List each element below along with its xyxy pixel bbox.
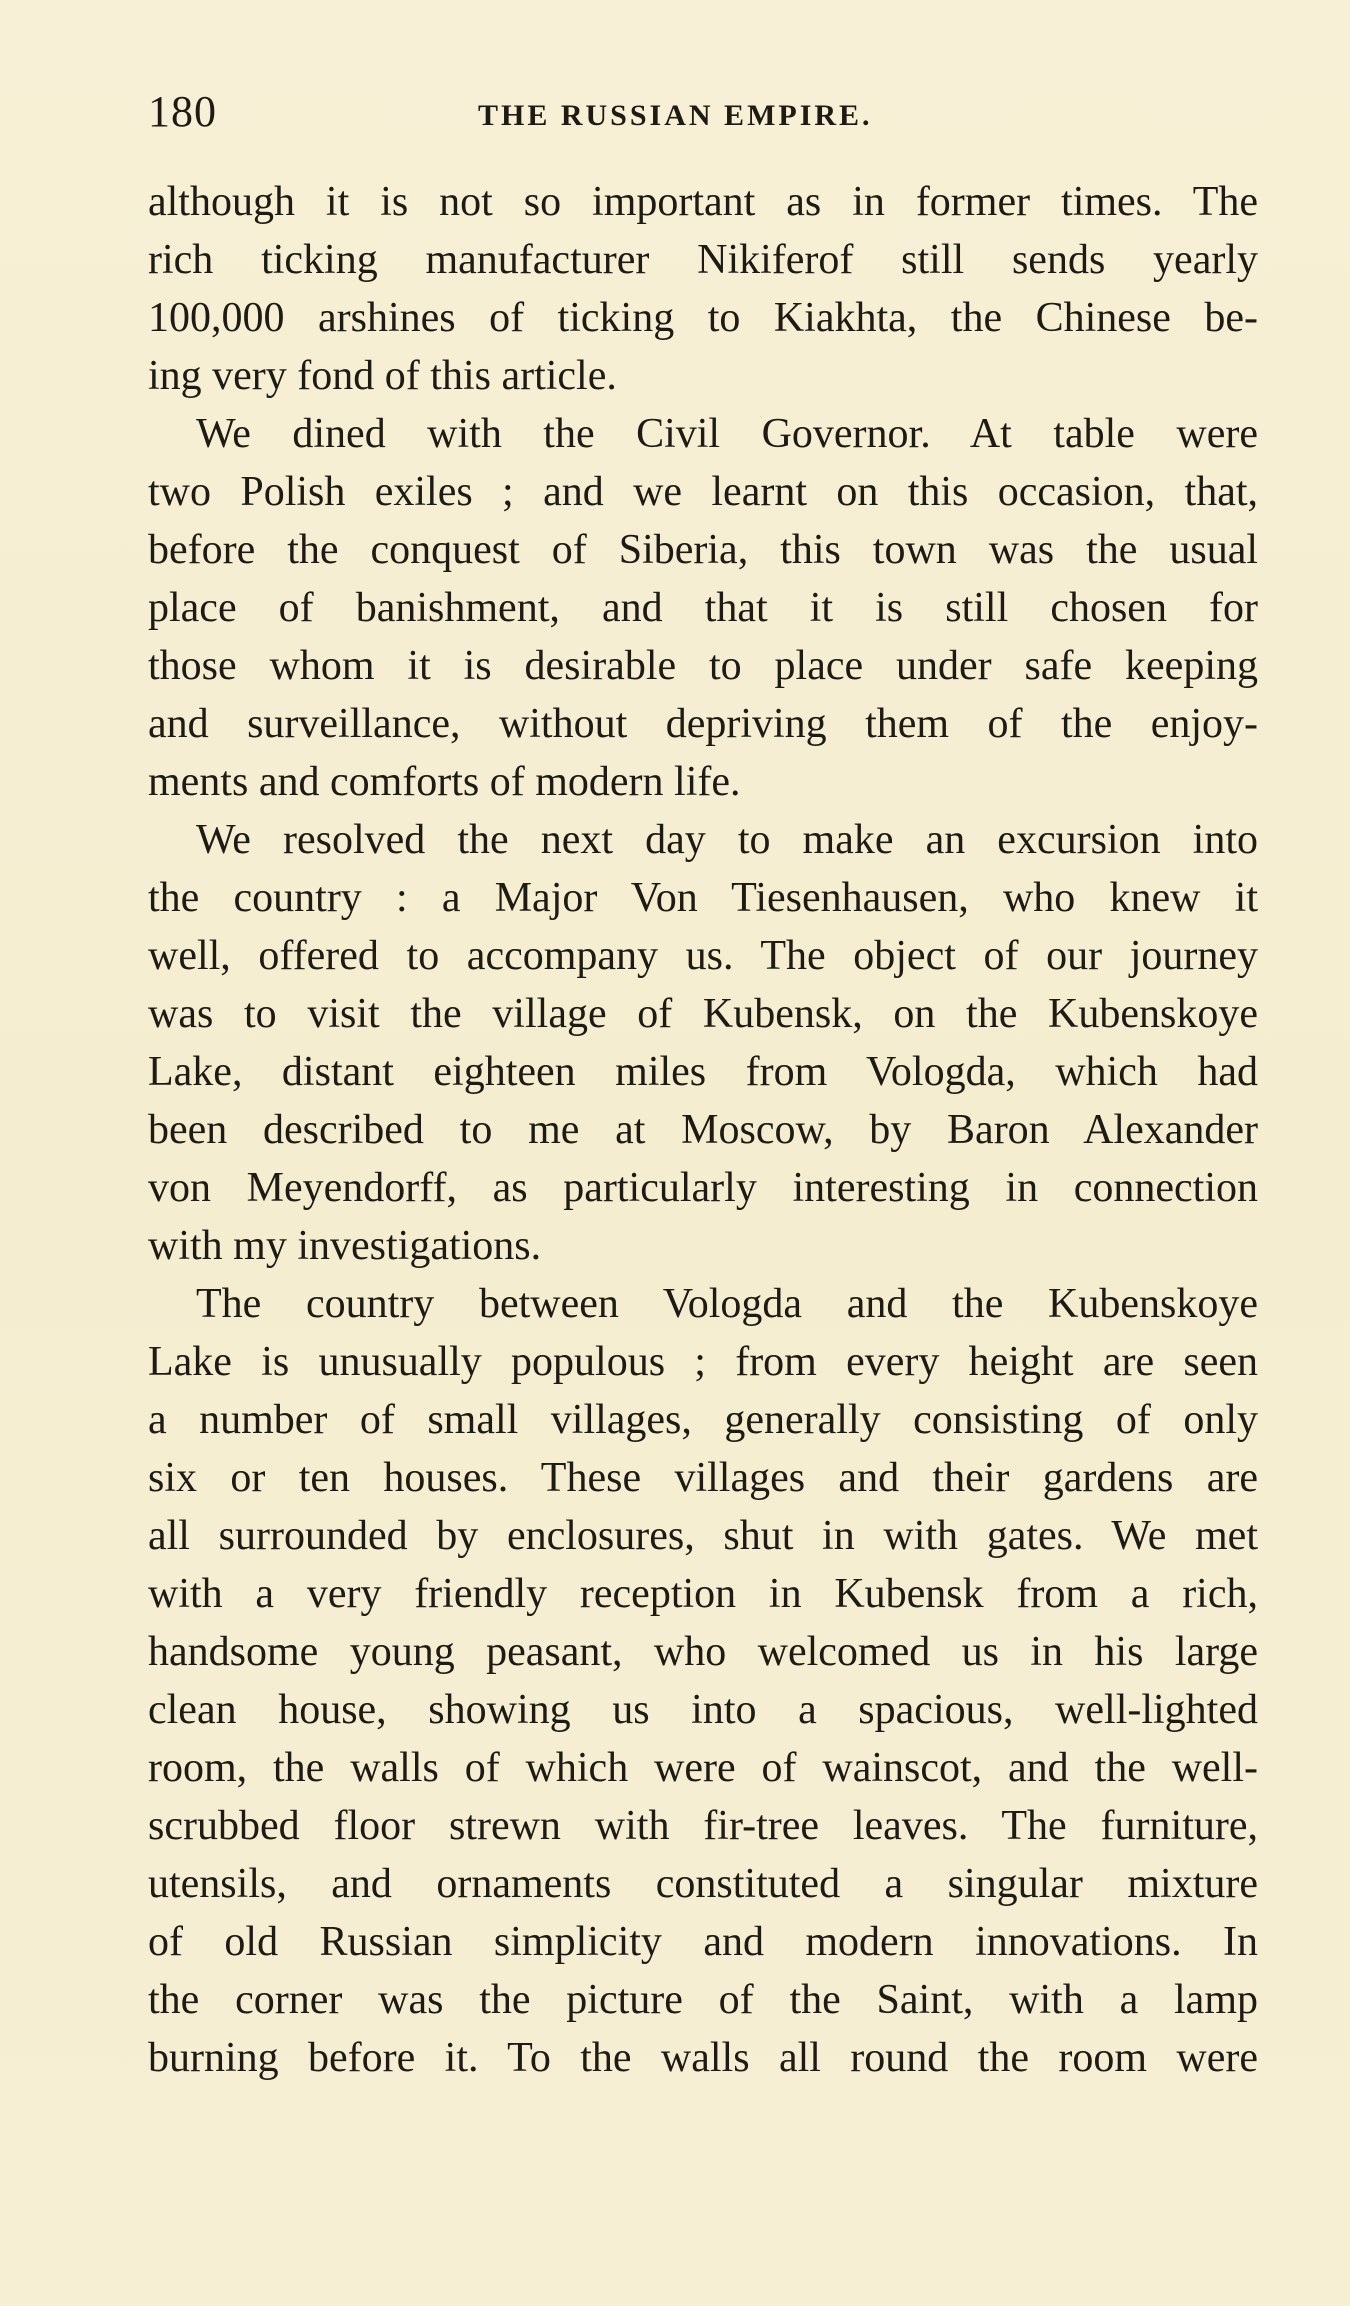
text-line: utensils, and ornaments constituted a singular mixture bbox=[148, 1861, 1258, 1907]
text-line: was to visit the village of Kubensk, on the Kubenskoye bbox=[148, 991, 1258, 1037]
text-line: scrubbed floor strewn with fir-tree leaves. The furniture, bbox=[148, 1803, 1258, 1849]
text-line: before the conquest of Siberia, this town was the usual bbox=[148, 527, 1258, 573]
text-line: room, the walls of which were of wainscot, and the well- bbox=[148, 1745, 1258, 1791]
text-line: 100,000 arshines of ticking to Kiakhta, the Chinese be- bbox=[148, 295, 1258, 341]
text-line: burning before it. To the walls all round the room were bbox=[148, 2035, 1258, 2081]
text-line: Lake is unusually populous ; from every height are seen bbox=[148, 1339, 1258, 1385]
text-line: ments and comforts of modern life. bbox=[148, 759, 741, 805]
text-line: rich ticking manufacturer Nikiferof still sends yearly bbox=[148, 237, 1258, 283]
text-line: clean house, showing us into a spacious, well-lighted bbox=[148, 1687, 1258, 1733]
text-line: We dined with the Civil Governor. At table were bbox=[196, 411, 1258, 457]
text-line: with my investigations. bbox=[148, 1223, 542, 1269]
text-line: the corner was the picture of the Saint, with a lamp bbox=[148, 1977, 1258, 2023]
text-line: We resolved the next day to make an excursion into bbox=[196, 817, 1258, 863]
text-line: those whom it is desirable to place under safe keeping bbox=[148, 643, 1258, 689]
text-line: although it is not so important as in former times. The bbox=[148, 179, 1258, 225]
text-line: Lake, distant eighteen miles from Vologda, which had bbox=[148, 1049, 1258, 1095]
text-line: well, offered to accompany us. The object of our journey bbox=[148, 933, 1258, 979]
text-line: with a very friendly reception in Kubensk from a rich, bbox=[148, 1571, 1258, 1617]
page-number: 180 bbox=[148, 87, 217, 136]
text-line: and surveillance, without depriving them of the enjoy- bbox=[148, 701, 1258, 747]
text-line: six or ten houses. These villages and their gardens are bbox=[148, 1455, 1258, 1501]
text-line: a number of small villages, generally consisting of only bbox=[148, 1397, 1258, 1443]
text-line: place of banishment, and that it is still chosen for bbox=[148, 585, 1258, 631]
text-line: von Meyendorff, as particularly interesting in connection bbox=[148, 1165, 1258, 1211]
text-line: two Polish exiles ; and we learnt on this occasion, that, bbox=[148, 469, 1258, 515]
text-line: all surrounded by enclosures, shut in with gates. We met bbox=[148, 1513, 1258, 1559]
text-line: The country between Vologda and the Kubenskoye bbox=[196, 1281, 1258, 1327]
running-head bbox=[148, 82, 1258, 142]
body-text bbox=[148, 173, 1258, 2087]
text-line: of old Russian simplicity and modern innovations. In bbox=[148, 1919, 1258, 1965]
text-line: ing very fond of this article. bbox=[148, 353, 617, 399]
text-line: the country : a Major Von Tiesenhausen, who knew it bbox=[148, 875, 1258, 921]
text-line: been described to me at Moscow, by Baron Alexander bbox=[148, 1107, 1258, 1153]
text-line: handsome young peasant, who welcomed us in his large bbox=[148, 1629, 1258, 1675]
running-title: THE RUSSIAN EMPIRE. bbox=[478, 99, 873, 132]
